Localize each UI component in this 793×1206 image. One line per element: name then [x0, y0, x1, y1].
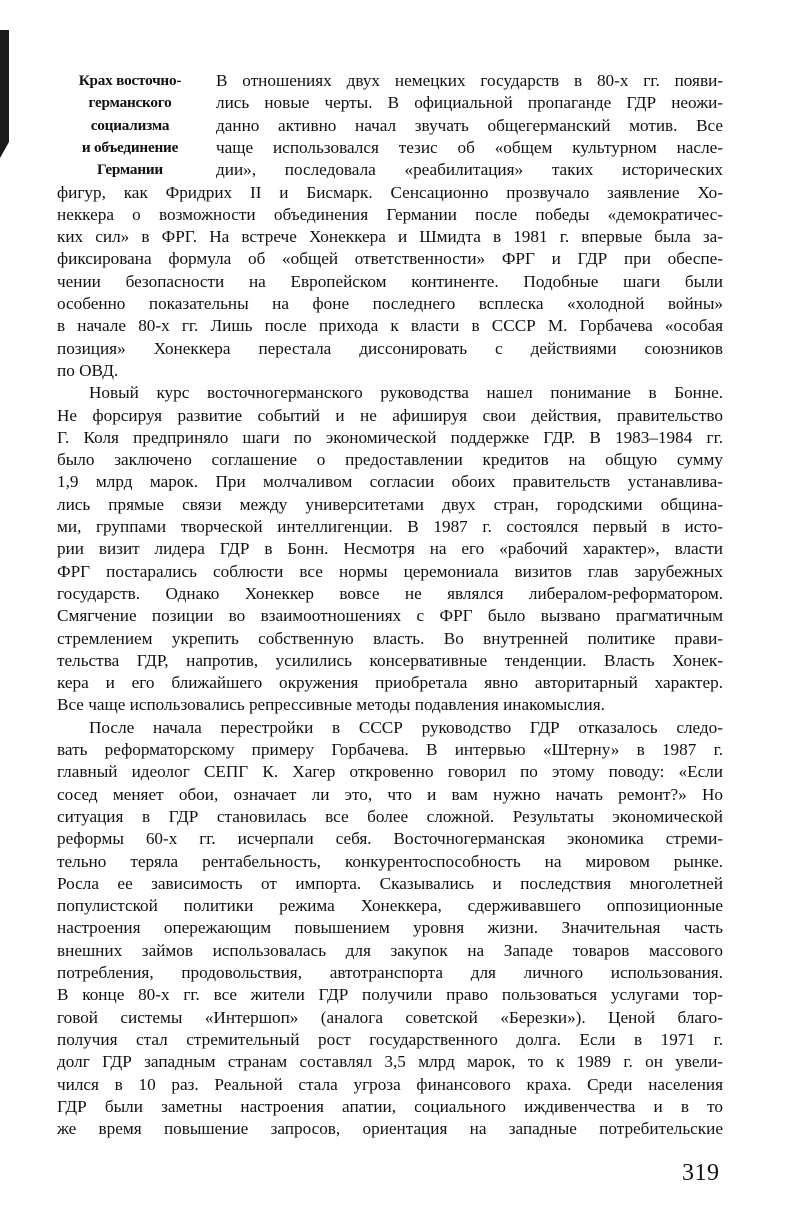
text-line: Все чаще использовались репрессивные методы подавления инакомыслия.: [57, 695, 605, 715]
text-line: говой системы «Интершоп» (аналога советской «Березки»). Ценой благо-: [57, 1007, 723, 1027]
text-line: Г. Коля предприняло шаги по экономической поддержке ГДР. В 1983–1984 гг.: [57, 427, 723, 447]
text-line: тельно теряла рентабельность, конкурентоспособность на мировом рынке.: [57, 851, 723, 871]
text-line: Не форсируя развитие событий и не афишируя свои действия, правительство: [57, 405, 723, 425]
text-line: долг ГДР западным странам составлял 3,5 млрд марок, то к 1989 г. он увели-: [57, 1052, 723, 1072]
text-line: В отношениях двух немецких государств в 80-х гг. появи-: [216, 71, 723, 90]
text-line: рии визит лидера ГДР в Бонн. Несмотря на его «рабочий характер», власти: [57, 539, 723, 559]
text-line: фигур, как Фридрих II и Бисмарк. Сенсационно прозвучало заявление Хо-: [57, 182, 723, 202]
text-line: чился в 10 раз. Реальной стала угроза финансового краха. Среди населения: [57, 1074, 723, 1094]
text-line: чаще использовался тезис об «общем культурном насле-: [216, 137, 723, 157]
text-line: стремлением укрепить собственную власть. Во внутренней политике прави-: [57, 628, 723, 648]
text-line: ситуация в ГДР становилась все более сложной. Результаты экономической: [57, 806, 723, 826]
text-line: позиция» Хонеккера перестала диссонировать с действиями союзников: [57, 338, 723, 358]
sidehead-line: германского: [88, 94, 172, 112]
text-line: сосед меняет обои, означает ли это, что и вам нужно начать ремонт?» Но: [57, 784, 723, 804]
text-line: особенно показательны на фоне последнего всплеска «холодной войны»: [57, 294, 723, 313]
section-sidehead: [62, 70, 198, 181]
text-line: главный идеолог СЕПГ К. Хагер откровенно говорил по этому поводу: «Если: [57, 762, 723, 782]
text-line: чении безопасности на Европейском континенте. Подобные шаги были: [57, 271, 723, 291]
text-line: было заключено соглашение о предоставлении кредитов на общую сумму: [57, 450, 723, 470]
text-line: 1,9 млрд марок. При молчаливом согласии обоих правительств устанавлива-: [57, 472, 723, 492]
text-line: потребления, продовольствия, автотранспорта для личного использования.: [57, 963, 723, 982]
text-line: вать реформаторскому примеру Горбачева. В интервью «Штерну» в 1987 г.: [57, 740, 723, 759]
text-line: по ОВД.: [57, 360, 119, 380]
sidehead-line: и объединение: [81, 138, 179, 156]
text-line: фиксирована формула об «общей ответственности» ФРГ и ГДР при обеспе-: [57, 249, 723, 269]
text-line: получия стал стремительный рост государственного долга. Если в 1971 г.: [57, 1029, 723, 1049]
text-line: ких сил» в ФРГ. На встрече Хонеккера и Шмидта в 1981 г. впервые была за-: [57, 227, 723, 247]
text-line: лись прямые связи между университетами двух стран, городскими община-: [57, 494, 723, 514]
text-line: реформы 60-х гг. исчерпали себя. Восточногерманская экономика стреми-: [57, 829, 723, 849]
binding-edge-mark: [0, 30, 9, 142]
text-line: тельства ГДР, напротив, усилились консервативные тенденции. Власть Хонек-: [57, 650, 723, 670]
text-line: дии», последовала «реабилитация» таких исторических: [216, 160, 723, 180]
text-line: кера и его ближайшего окружения приобретала явно авторитарный характер.: [57, 673, 723, 693]
text-line: внешних займов использовалась для закупок на Западе товаров массового: [57, 940, 723, 960]
text-line: После начала перестройки в СССР руководство ГДР отказалось следо-: [89, 717, 723, 737]
text-line: Новый курс восточногерманского руководства нашел понимание в Бонне.: [89, 383, 723, 403]
text-line: Смягчение позиции во взаимоотношениях с ФРГ было вызвано прагматичным: [57, 606, 723, 626]
text-line: данно активно начал звучать общегерманский мотив. Все: [216, 115, 723, 135]
text-line: ми, группами творческой интеллигенции. В 1987 г. состоялся первый в исто-: [57, 517, 723, 536]
text-line: Росла ее зависимость от импорта. Сказывались и последствия многолетней: [57, 873, 723, 893]
text-line: настроения опережающим повышением уровня жизни. Значительная часть: [57, 918, 723, 938]
text-line: неккера о возможности объединения Германии после победы «демократичес-: [57, 204, 723, 224]
sidehead-line: Крах восточно-: [78, 72, 182, 89]
text-line: ФРГ постарались соблюсти все нормы церемониала визитов глав зарубежных: [57, 561, 723, 581]
text-line: лись новые черты. В официальной пропаганде ГДР неожи-: [216, 93, 723, 113]
sidehead-line: Германии: [97, 161, 163, 179]
text-line: В конце 80-х гг. все жители ГДР получили право пользоваться услугами тор-: [57, 985, 723, 1005]
text-line: же время повышение запросов, ориентация на западные потребительские: [57, 1119, 723, 1139]
text-line: в начале 80-х гг. Лишь после прихода к власти в СССР М. Горбачева «особая: [57, 316, 723, 336]
page-number: 319: [682, 1160, 720, 1186]
text-line: государств. Однако Хонеккер вовсе не являлся либералом-реформатором.: [57, 583, 723, 603]
sidehead-line: социализма: [90, 116, 170, 134]
text-line: популистской политики режима Хонеккера, сдерживавшего оппозиционные: [57, 896, 723, 916]
text-line: ГДР были заметны настроения апатии, социального иждивенчества и в то: [57, 1096, 723, 1116]
